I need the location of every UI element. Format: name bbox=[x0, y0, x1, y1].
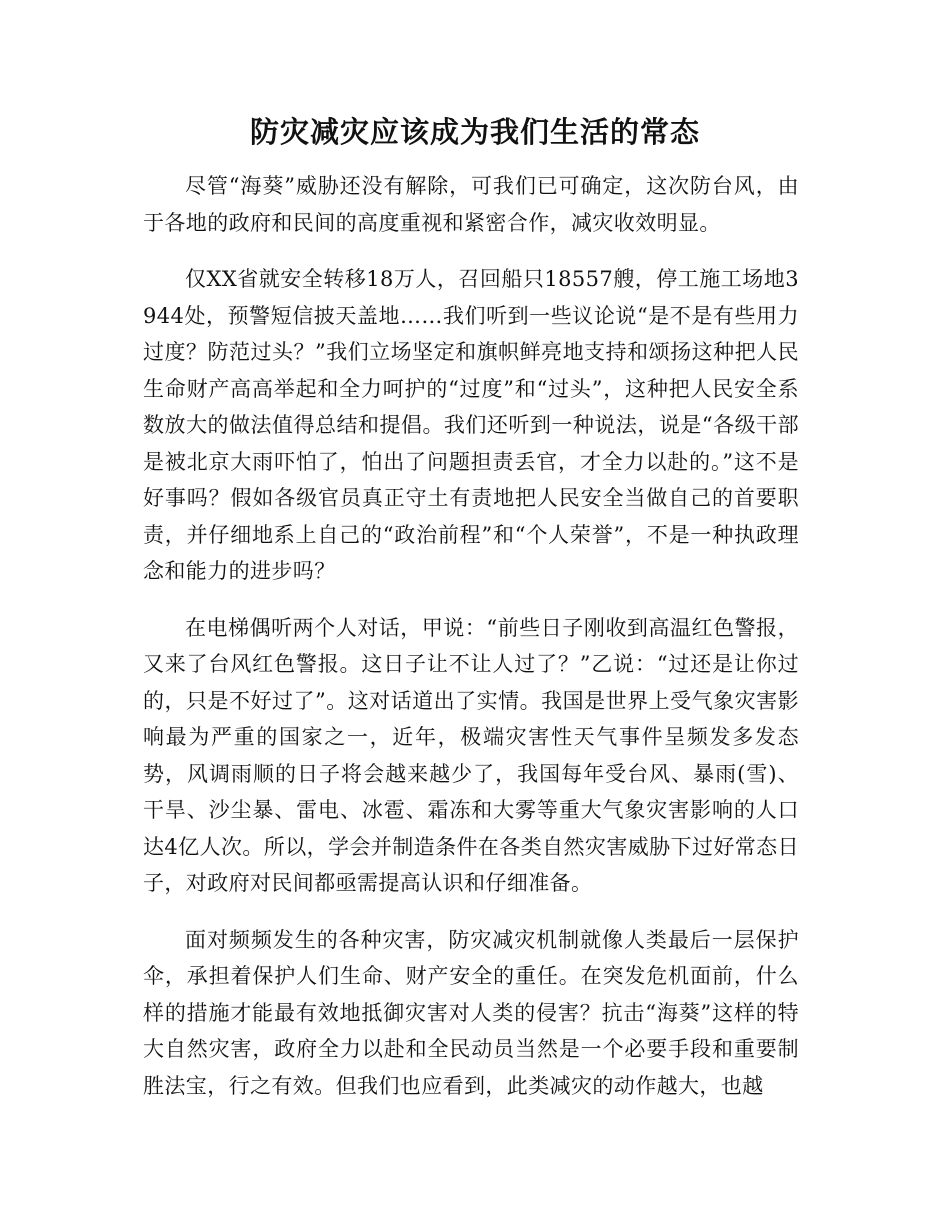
paragraph: 尽管“海葵”威胁还没有解除，可我们已可确定，这次防台风，由于各地的政府和民间的高度重视和紧密合作，减灾收效明显。 bbox=[143, 174, 799, 235]
paragraph: 面对频频发生的各种灾害，防灾减灾机制就像人类最后一层保护伞，承担着保护人们生命、财产安全的重任。在突发危机面前，什么样的措施才能最有效地抵御灾害对人类的侵害？抗击“海葵”这样的特大自然灾害，政府全力以赴和全民动员当然是一个必要手段和重要制胜法宝，行之有效。但我们也应看到，此类减灾的动作越大，也越 bbox=[143, 927, 799, 1098]
document-title: 防灾减灾应该成为我们生活的常态 bbox=[249, 115, 700, 149]
paragraph: 仅XX省就安全转移18万人，召回船只18557艘，停工施工场地3944处，预警短信披天盖地……我们听到一些议论说“是不是有些用力过度？防范过头？”我们立场坚定和旗帜鲜亮地支持和颂扬这种把人民生命财产高高举起和全力呵护的“过度”和“过头”，这种把人民安全系数放大的做法值得总结和提倡。我们还听到一种说法，说是“各级干部是被北京大雨吓怕了，怕出了问题担责丢官，才全力以赴的。”这不是好事吗？假如各级官员真正守土有责地把人民安全当做自己的首要职责，并仔细地系上自己的“政治前程”和“个人荣誉”，不是一种执政理念和能力的进步吗？ bbox=[143, 267, 799, 583]
paragraph: 在电梯偶听两个人对话，甲说：“前些日子刚收到高温红色警报，又来了台风红色警报。这日子让不让人过了？”乙说：“过还是让你过的，只是不好过了”。这对话道出了实情。我国是世界上受气象灾害影响最为严重的国家之一，近年，极端灾害性天气事件呈频发多发态势，风调雨顺的日子将会越来越少了，我国每年受台风、暴雨(雪)、干旱、沙尘暴、雷电、冰雹、霜冻和大雾等重大气象灾害影响的人口达4亿人次。所以，学会并制造条件在各类自然灾害威胁下过好常态日子，对政府对民间都亟需提高认识和仔细准备。 bbox=[143, 615, 799, 895]
document-body bbox=[143, 168, 799, 1124]
